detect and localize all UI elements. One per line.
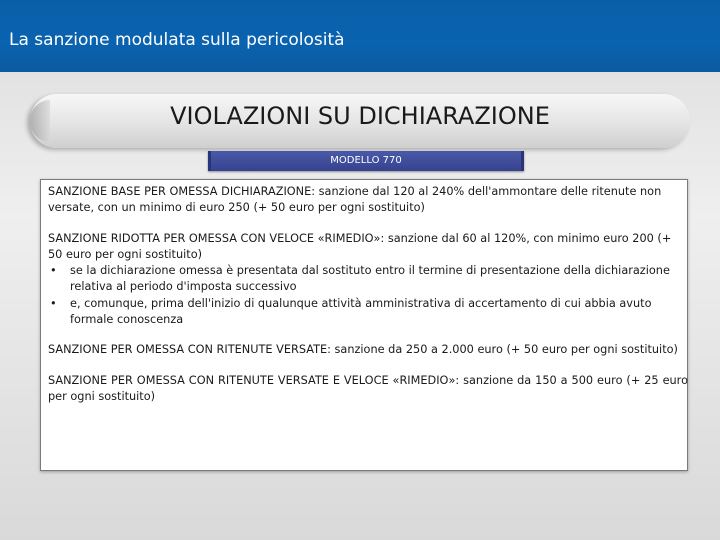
- paragraph-ritenute-versate: [48, 342, 688, 358]
- bullet-icon: •: [50, 264, 57, 278]
- paragraph-base: [48, 184, 688, 217]
- bullet-icon: •: [50, 296, 57, 310]
- list-item-text: e, comunque, prima dell'inizio di qualunque attività amministrativa di accertamento di cui abbia avuto formale conoscenza: [70, 296, 652, 327]
- list-item: [48, 296, 688, 329]
- paragraph-ridotta: [48, 231, 688, 329]
- paragraph-heading: SANZIONE PER OMESSA CON RITENUTE VERSATE:: [48, 343, 331, 357]
- paragraph-ritenute-veloce: [48, 373, 688, 406]
- list-item: [48, 263, 688, 296]
- section-tab: MODELLO 770: [208, 151, 524, 171]
- paragraph-heading: SANZIONE BASE PER OMESSA DICHIARAZIONE:: [48, 185, 316, 198]
- paragraph-heading: SANZIONE PER OMESSA CON RITENUTE VERSATE E VELOCE «RIMEDIO»:: [48, 373, 460, 387]
- paragraph-text: sanzione da 150 a 500 euro (+ 25 euro per ogni sostituito): [48, 373, 688, 403]
- content-text: [48, 184, 688, 419]
- bullet-list: [48, 263, 688, 328]
- page-title: VIOLAZIONI SU DICHIARAZIONE: [170, 102, 550, 130]
- list-item-text: se la dichiarazione omessa è presentata dal sostituto entro il termine di presentazione della dichiarazione relativa al periodo d'imposta successivo: [70, 264, 670, 294]
- header-bar: [0, 0, 720, 72]
- header-title: La sanzione modulata sulla pericolosità: [9, 30, 345, 50]
- paragraph-text: sanzione dal 60 al 120%, con minimo euro 200 (+ 50 euro per ogni sostituito): [48, 231, 672, 261]
- paragraph-text: sanzione da 250 a 2.000 euro (+ 50 euro per ogni sostituito): [330, 343, 678, 357]
- paragraph-text: sanzione dal 120 al 240% dell'ammontare delle ritenute non versate, con un minimo di euro 250 (+ 50 euro per ogni sostituito): [48, 185, 662, 215]
- paragraph-heading: SANZIONE RIDOTTA PER OMESSA CON VELOCE «RIMEDIO»:: [48, 231, 385, 245]
